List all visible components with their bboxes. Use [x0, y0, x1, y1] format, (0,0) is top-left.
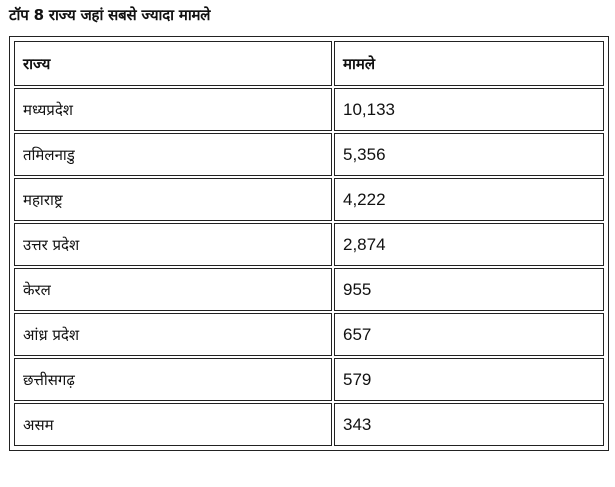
cases-cell: 4,222: [334, 178, 604, 221]
table-row: [14, 313, 604, 356]
cases-cell: 579: [334, 358, 604, 401]
cases-cell: 5,356: [334, 133, 604, 176]
state-cell: केरल: [14, 268, 332, 311]
state-cell: आंध्र प्रदेश: [14, 313, 332, 356]
state-cell: असम: [14, 403, 332, 446]
table-row: [14, 223, 604, 266]
header-cases: मामले: [334, 41, 604, 86]
table-container: [9, 36, 609, 451]
table-row: [14, 403, 604, 446]
header-state: राज्य: [14, 41, 332, 86]
table-header-row: [14, 41, 604, 86]
state-cell: महाराष्ट्र: [14, 178, 332, 221]
table-row: [14, 133, 604, 176]
state-cell: उत्तर प्रदेश: [14, 223, 332, 266]
page-title: टॉप 8 राज्य जहां सबसे ज्यादा मामले: [9, 6, 211, 24]
states-cases-table: [12, 39, 606, 448]
table-row: [14, 178, 604, 221]
cases-cell: 657: [334, 313, 604, 356]
cases-cell: 343: [334, 403, 604, 446]
cases-cell: 955: [334, 268, 604, 311]
state-cell: मध्यप्रदेश: [14, 88, 332, 131]
table-row: [14, 268, 604, 311]
table-row: [14, 358, 604, 401]
state-cell: छत्तीसगढ़: [14, 358, 332, 401]
table-row: [14, 88, 604, 131]
cases-cell: 10,133: [334, 88, 604, 131]
cases-cell: 2,874: [334, 223, 604, 266]
state-cell: तमिलनाडु: [14, 133, 332, 176]
